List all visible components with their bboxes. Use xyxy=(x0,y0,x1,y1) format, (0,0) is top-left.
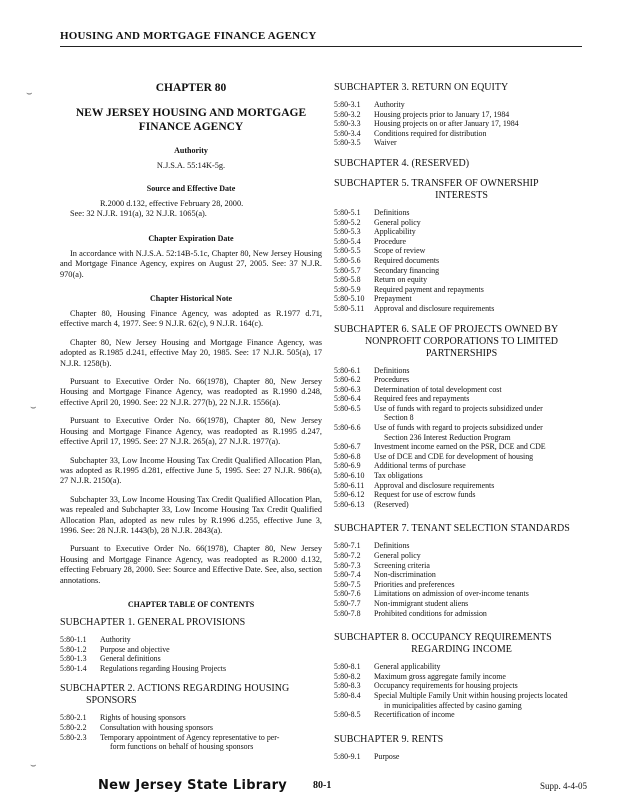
toc-row xyxy=(334,570,589,580)
section-title-continuation: Section 8 xyxy=(384,413,414,423)
chapter-title-line-2: FINANCE AGENCY xyxy=(138,121,244,133)
section-number: 5:80-7.1 xyxy=(334,541,361,551)
section-title: Purpose xyxy=(374,751,400,761)
section-title: General definitions xyxy=(100,654,161,664)
history-paragraph: Pursuant to Executive Order No. 66(1978), Chapter 80, New Jersey Housing and Mortgage Finance Agency, was readopted as R.2000 d.132, effecting February 28, 2000. See: Source and Effective Date. See, also, section annotations. xyxy=(60,544,322,585)
section-title: Request for use of escrow funds xyxy=(374,490,476,500)
section-title: Approval and disclosure requirements xyxy=(374,480,495,490)
section-title: Conditions required for distribution xyxy=(374,128,487,138)
section-title: Scope of review xyxy=(374,246,426,256)
section-title: Purpose and objective xyxy=(100,644,170,654)
section-title: Required documents xyxy=(374,255,440,265)
section-number: 5:80-3.1 xyxy=(334,100,361,109)
history-paragraph: Chapter 80, New Jersey Housing and Mortgage Finance Agency, was adopted as R.1985 d.241, effective May 20, 1985. See: 17 N.J.R. 505(a), 17 N.J.R. 1258(b). xyxy=(60,337,322,368)
subchapter-2-list xyxy=(60,713,322,751)
subchapter-7-list xyxy=(334,541,589,618)
history-paragraph: Subchapter 33, Low Income Housing Tax Credit Qualified Allocation Plan, was repealed and Subchapter 33, Low Income Housing Tax Credit Qualified Allocation Plan, adopted as new rules by R.1996 d.255, effective June 3, 1996. See: 28 N.J.R. 1443(b), 28 N.J.R. 2843(a). xyxy=(60,494,322,535)
section-title: Return on equity xyxy=(374,275,428,285)
section-number: 5:80-8.3 xyxy=(334,681,361,691)
history-paragraph: Subchapter 33, Low Income Housing Tax Credit Qualified Allocation Plan, was adopted as R.1995 d.281, effective June 5, 1995. See: 27 N.J.R. 986(a), 27 N.J.R. 2150(a). xyxy=(60,455,322,486)
section-title: Procedures xyxy=(374,375,410,385)
toc-row xyxy=(334,375,589,385)
section-number: 5:80-5.9 xyxy=(334,284,361,294)
section-number: 5:80-5.5 xyxy=(334,246,361,256)
toc-row xyxy=(334,275,589,285)
toc-row xyxy=(334,672,589,682)
section-title: Rights of housing sponsors xyxy=(100,713,186,723)
subchapter-8-list xyxy=(334,662,589,720)
subchapter-6-title-line-2: NONPROFIT CORPORATIONS TO LIMITED xyxy=(364,335,559,347)
section-title: Screening criteria xyxy=(374,560,430,570)
section-title: General policy xyxy=(374,551,421,560)
toc-row xyxy=(334,404,589,414)
section-title: Additional terms of purchase xyxy=(374,461,466,471)
section-title: Investment income earned on the PSR, DCE and CDE xyxy=(374,442,546,452)
toc-row xyxy=(334,304,589,314)
section-title: Secondary financing xyxy=(374,265,440,275)
section-number: 5:80-9.1 xyxy=(334,751,361,761)
subchapter-6-title-line-1: SUBCHAPTER 6. SALE OF PROJECTS OWNED BY xyxy=(334,323,559,335)
toc-row xyxy=(334,413,589,423)
toc-row xyxy=(334,442,589,452)
section-title: Use of funds with regard to projects subsidized under xyxy=(374,423,543,433)
toc-row xyxy=(334,266,589,276)
section-title: Prohibited conditions for admission xyxy=(374,608,487,618)
section-number: 5:80-7.5 xyxy=(334,579,361,589)
toc-heading: CHAPTER TABLE OF CONTENTS xyxy=(127,599,255,609)
section-number: 5:80-2.2 xyxy=(60,722,87,732)
section-number: 5:80-5.1 xyxy=(334,207,361,217)
toc-row xyxy=(334,500,589,510)
toc-row xyxy=(60,645,322,655)
toc-row xyxy=(334,701,589,711)
section-number: 5:80-6.11 xyxy=(334,480,365,490)
history-paragraph: Chapter 80, Housing Finance Agency, was adopted as R.1977 d.71, effective march 4, 1977. See: 9 N.J.R. 62(c), 9 N.J.R. 164(c). xyxy=(60,309,322,329)
section-title: (Reserved) xyxy=(374,499,409,509)
page-number: 80-1 xyxy=(313,780,332,791)
section-number: 5:80-3.3 xyxy=(334,119,361,129)
section-number: 5:80-8.4 xyxy=(334,690,361,700)
toc-row xyxy=(334,246,589,256)
supplement-date: Supp. 4-4-05 xyxy=(540,781,587,791)
section-title: Authority xyxy=(100,634,131,644)
toc-row xyxy=(334,227,589,237)
section-number: 5:80-1.2 xyxy=(60,644,87,654)
subchapter-8-title-line-1: SUBCHAPTER 8. OCCUPANCY REQUIREMENTS xyxy=(334,632,552,644)
section-title-continuation: Section 236 Interest Reduction Program xyxy=(384,432,511,442)
section-number: 5:80-6.3 xyxy=(334,384,361,394)
toc-row xyxy=(334,589,589,599)
section-number: 5:80-1.3 xyxy=(60,654,87,664)
toc-row xyxy=(60,733,322,743)
toc-row xyxy=(334,691,589,701)
toc-row xyxy=(334,609,589,619)
header-rule xyxy=(60,46,582,47)
subchapter-5-title-line-2: INTERESTS xyxy=(435,189,488,201)
subchapter-5-list xyxy=(334,208,589,314)
authority-text: N.J.S.A. 55:14K-5g. xyxy=(156,161,226,170)
section-number: 5:80-5.2 xyxy=(334,217,361,227)
section-number: 5:80-2.1 xyxy=(60,713,87,723)
section-title: Waiver xyxy=(374,138,397,148)
subchapter-1-title: SUBCHAPTER 1. GENERAL PROVISIONS xyxy=(60,616,246,628)
section-number: 5:80-7.2 xyxy=(334,551,361,560)
section-title: Authority xyxy=(374,100,405,109)
toc-row xyxy=(334,452,589,462)
toc-row xyxy=(334,551,589,561)
chapter-number: CHAPTER 80 xyxy=(155,82,227,94)
section-number: 5:80-8.1 xyxy=(334,662,361,672)
source-line-2: See: 32 N.J.R. 191(a), 32 N.J.R. 1065(a). xyxy=(70,209,207,219)
section-title: General applicability xyxy=(374,662,441,672)
section-title: General policy xyxy=(374,217,421,227)
toc-row xyxy=(334,662,589,672)
toc-row xyxy=(60,713,322,723)
section-number: 5:80-6.5 xyxy=(334,403,361,413)
toc-row xyxy=(334,100,589,110)
toc-row xyxy=(334,541,589,551)
section-title: Housing projects prior to January 17, 1984 xyxy=(374,109,510,119)
section-number: 5:80-8.2 xyxy=(334,671,361,681)
section-number: 5:80-6.10 xyxy=(334,471,365,481)
toc-row xyxy=(334,237,589,247)
section-number: 5:80-3.5 xyxy=(334,138,361,148)
toc-row xyxy=(60,654,322,664)
section-title: Priorities and preferences xyxy=(374,579,455,589)
subchapter-2-title-line-2: SPONSORS xyxy=(86,695,137,707)
subchapter-8-title-line-2: REGARDING INCOME xyxy=(411,644,512,656)
section-number: 5:80-6.7 xyxy=(334,442,361,452)
chapter-title xyxy=(60,106,322,134)
toc-row xyxy=(60,635,322,645)
section-title: Applicability xyxy=(374,227,416,237)
running-header: HOUSING AND MORTGAGE FINANCE AGENCY xyxy=(60,30,317,42)
toc-row xyxy=(60,664,322,674)
section-number: 5:80-8.5 xyxy=(334,710,361,720)
toc-row xyxy=(334,138,589,148)
section-number: 5:80-5.11 xyxy=(334,303,365,313)
toc-row xyxy=(334,256,589,266)
section-title: Prepayment xyxy=(374,294,412,304)
section-number: 5:80-7.6 xyxy=(334,589,361,599)
section-number: 5:80-2.3 xyxy=(60,732,87,742)
section-title: Housing projects on or after January 17, 1984 xyxy=(374,119,519,129)
section-number: 5:80-6.8 xyxy=(334,451,361,461)
subchapter-3-list xyxy=(334,100,589,148)
toc-row xyxy=(334,119,589,129)
toc-row xyxy=(334,423,589,433)
section-title: Maximum gross aggregate family income xyxy=(374,671,506,681)
section-number: 5:80-6.12 xyxy=(334,490,365,500)
toc-row xyxy=(334,461,589,471)
history-paragraph: Pursuant to Executive Order No. 66(1978), Chapter 80, New Jersey Housing and Mortgage Finance Agency, was readopted as R.1995 d.247, effective April 17, 1995. See: 27 N.J.R. 265(a), 27 N.J.R. 1977(a). xyxy=(60,416,322,447)
section-title-continuation: form functions on behalf of housing sponsors xyxy=(110,742,254,752)
section-number: 5:80-6.9 xyxy=(334,461,361,471)
expiration-heading: Chapter Expiration Date xyxy=(148,233,234,243)
subchapter-9-title: SUBCHAPTER 9. RENTS xyxy=(334,733,444,745)
subchapter-5-title xyxy=(334,178,589,202)
section-title: Use of DCE and CDE for development of housing xyxy=(374,451,534,461)
section-title: Occupancy requirements for housing projects xyxy=(374,681,518,691)
margin-mark: ⌣ xyxy=(30,402,37,413)
section-title-continuation: in municipalities affected by casino gaming xyxy=(384,700,522,710)
section-number: 5:80-6.13 xyxy=(334,499,365,509)
subchapter-2-title xyxy=(60,683,322,707)
section-title: Use of funds with regard to projects subsidized under xyxy=(374,403,543,413)
section-title: Approval and disclosure requirements xyxy=(374,303,495,313)
subchapter-3-title: SUBCHAPTER 3. RETURN ON EQUITY xyxy=(334,82,509,93)
toc-row xyxy=(334,681,589,691)
section-title: Definitions xyxy=(374,541,410,551)
toc-row xyxy=(334,110,589,120)
toc-row xyxy=(60,742,322,752)
left-column xyxy=(60,82,322,762)
toc-row xyxy=(334,710,589,720)
section-number: 5:80-7.8 xyxy=(334,608,361,618)
section-title: Procedure xyxy=(374,236,406,246)
subchapter-1-list xyxy=(60,635,322,673)
right-column xyxy=(334,82,589,771)
section-title: Special Multiple Family Unit within housing projects located xyxy=(374,690,568,700)
authority-heading: Authority xyxy=(174,146,208,155)
section-number: 5:80-6.4 xyxy=(334,394,361,404)
history-heading: Chapter Historical Note xyxy=(149,294,233,304)
section-title: Regulations regarding Housing Projects xyxy=(100,663,227,673)
toc-row xyxy=(334,294,589,304)
section-title: Definitions xyxy=(374,207,410,217)
section-number: 5:80-3.2 xyxy=(334,109,361,119)
subchapter-4-title: SUBCHAPTER 4. (RESERVED) xyxy=(334,157,470,169)
toc-row xyxy=(334,385,589,395)
section-number: 5:80-7.3 xyxy=(334,560,361,570)
section-number: 5:80-5.6 xyxy=(334,255,361,265)
section-title: Required fees and repayments xyxy=(374,394,470,404)
section-number: 5:80-7.4 xyxy=(334,570,361,580)
toc-row xyxy=(60,723,322,733)
toc-row xyxy=(334,208,589,218)
subchapter-6-title xyxy=(334,324,589,360)
subchapter-6-list xyxy=(334,366,589,510)
section-number: 5:80-3.4 xyxy=(334,128,361,138)
toc-row xyxy=(334,285,589,295)
section-number: 5:80-1.4 xyxy=(60,663,87,673)
toc-row xyxy=(334,433,589,443)
toc-row xyxy=(334,218,589,228)
section-number: 5:80-5.7 xyxy=(334,265,361,275)
section-number: 5:80-6.6 xyxy=(334,423,361,433)
toc-row xyxy=(334,490,589,500)
toc-row xyxy=(334,471,589,481)
subchapter-2-title-line-1: SUBCHAPTER 2. ACTIONS REGARDING HOUSING xyxy=(60,683,290,695)
source-text xyxy=(60,199,322,220)
toc-row xyxy=(334,599,589,609)
section-title: Non-discrimination xyxy=(374,570,436,580)
expiration-text: In accordance with N.J.S.A. 52:14B-5.1c, Chapter 80, New Jersey Housing and Mortgage Finance Agency, expires on August 27, 2005. See: 37 N.J.R. 970(a). xyxy=(60,248,322,279)
subchapter-5-title-line-1: SUBCHAPTER 5. TRANSFER OF OWNERSHIP xyxy=(334,177,539,189)
toc-row xyxy=(334,752,589,762)
margin-mark: ⌣ xyxy=(30,760,37,771)
subchapter-7-title: SUBCHAPTER 7. TENANT SELECTION STANDARDS xyxy=(334,523,570,535)
subchapter-6-title-line-3: PARTNERSHIPS xyxy=(425,347,498,359)
section-number: 5:80-7.7 xyxy=(334,598,361,608)
section-number: 5:80-6.2 xyxy=(334,375,361,385)
subchapter-8-title xyxy=(334,632,589,656)
source-line-1: R.2000 d.132, effective February 28, 2000. xyxy=(100,199,244,208)
section-title: Consultation with housing sponsors xyxy=(100,722,213,732)
section-title: Non-immigrant student aliens xyxy=(374,598,469,608)
toc-row xyxy=(334,394,589,404)
section-title: Tax obligations xyxy=(374,471,423,481)
section-number: 5:80-6.1 xyxy=(334,365,361,375)
section-title: Temporary appointment of Agency representative to per- xyxy=(100,732,280,742)
section-title: Required payment and repayments xyxy=(374,284,484,294)
section-title: Definitions xyxy=(374,365,410,375)
toc-row xyxy=(334,481,589,491)
toc-row xyxy=(334,129,589,139)
source-heading: Source and Effective Date xyxy=(146,184,236,193)
section-title: Recertification of income xyxy=(374,710,455,720)
section-number: 5:80-5.8 xyxy=(334,275,361,285)
section-title: Limitations on admission of over-income tenants xyxy=(374,589,529,599)
margin-mark: ⌣ xyxy=(26,88,33,99)
section-number: 5:80-5.4 xyxy=(334,236,361,246)
toc-row xyxy=(334,366,589,376)
toc-row xyxy=(334,561,589,571)
section-number: 5:80-5.3 xyxy=(334,227,361,237)
toc-row xyxy=(334,580,589,590)
section-title: Determination of total development cost xyxy=(374,384,502,394)
subchapter-9-list xyxy=(334,752,589,762)
library-stamp: New Jersey State Library xyxy=(98,778,288,793)
chapter-title-line-1: NEW JERSEY HOUSING AND MORTGAGE xyxy=(75,107,307,119)
history-paragraph: Pursuant to Executive Order No. 66(1978), Chapter 80, New Jersey Housing and Mortgage Finance Agency, was readopted as R.1990 d.248, effective April 20, 1990. See: 22 N.J.R. 277(b), 22 N.J.R. 1556(a). xyxy=(60,377,322,407)
section-number: 5:80-5.10 xyxy=(334,294,365,304)
section-number: 5:80-1.1 xyxy=(60,634,87,644)
